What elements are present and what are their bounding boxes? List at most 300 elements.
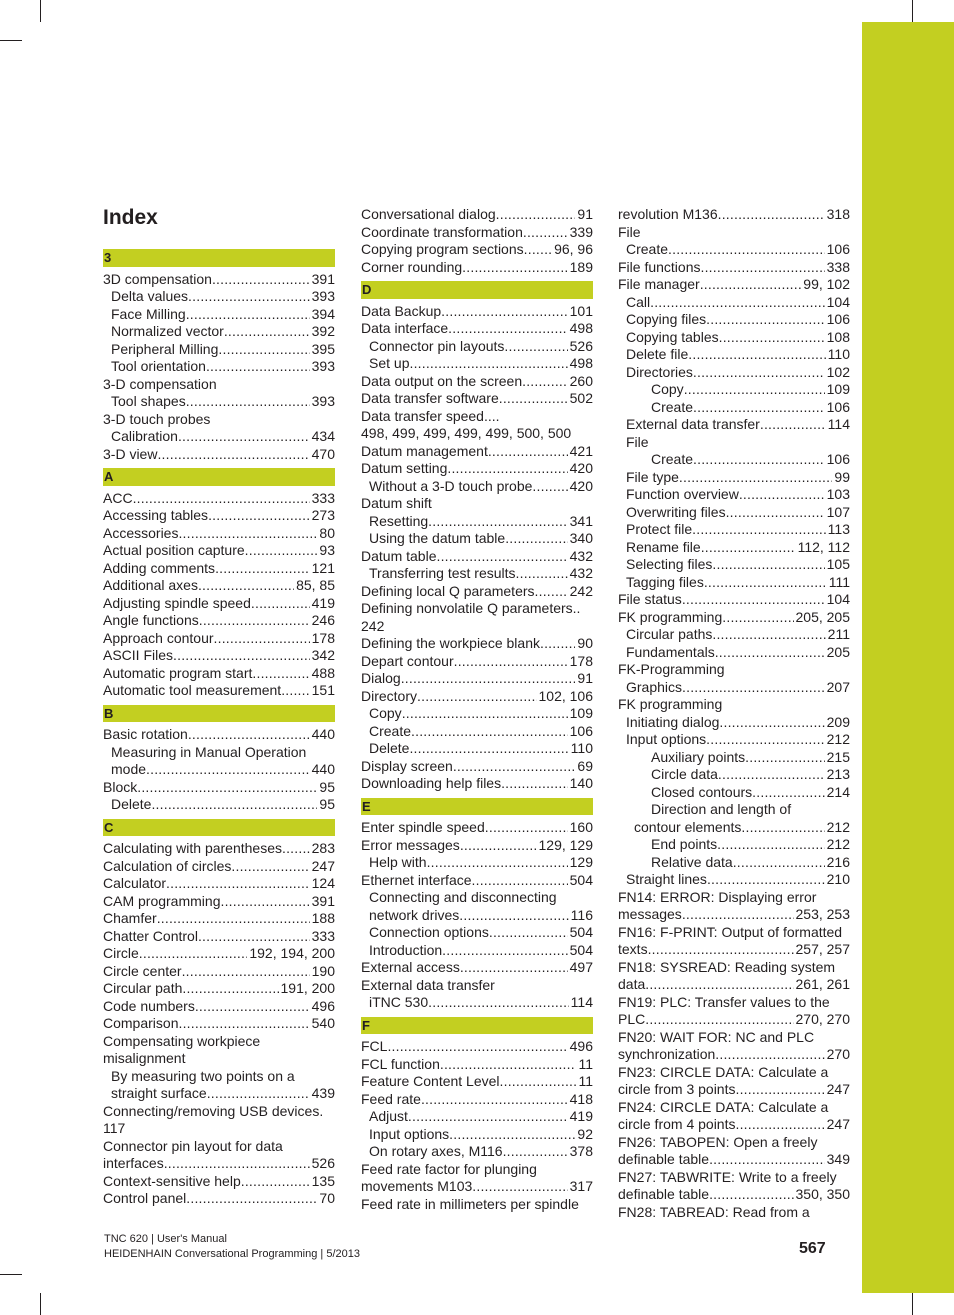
entry-label: Additional axes (103, 577, 198, 593)
index-entry (618, 1099, 850, 1117)
entry-page-ref: 85, 85 (296, 577, 335, 593)
entry-page-ref: 192, 194, 200 (249, 945, 335, 961)
index-entry (103, 507, 335, 525)
dot-leader (206, 358, 310, 376)
entry-page-ref: 420 (569, 477, 593, 494)
index-entry (103, 1085, 335, 1103)
index-entry (618, 679, 850, 697)
entry-label: Defining nonvolatile Q parameters.. (361, 600, 581, 616)
dot-leader (442, 942, 567, 960)
entry-page-ref: 338 (826, 258, 850, 275)
entry-label: Directory (361, 687, 418, 704)
entry-page-ref: 247 (311, 857, 335, 874)
entry-label: Circle data (651, 766, 718, 782)
entry-label: contour elements (634, 818, 742, 835)
index-entry (618, 1046, 850, 1064)
entry-label: Set up (369, 355, 410, 371)
entry-label: Copy (651, 381, 684, 397)
entry-page-ref: 393 (311, 358, 335, 374)
index-entry (618, 924, 850, 942)
index-entry (361, 513, 593, 531)
dot-leader (472, 872, 568, 890)
entry-label: External data transfer (361, 976, 495, 993)
entry-label: Resetting (369, 512, 429, 529)
dot-leader (402, 705, 568, 723)
entry-label: Straight lines (626, 871, 707, 887)
entry-page-ref: 246 (311, 612, 335, 628)
index-entry (618, 661, 850, 679)
entry-page-ref: 395 (311, 340, 335, 357)
entry-label: interfaces (103, 1155, 164, 1171)
entry-label: movements M103 (361, 1178, 473, 1194)
crop-mark (912, 1293, 913, 1315)
entry-label: Circle center (103, 962, 182, 979)
entry-label: Protect file (626, 521, 693, 537)
dot-leader (417, 688, 536, 706)
entry-page-ref: 393 (311, 393, 335, 409)
index-entry (361, 1161, 593, 1179)
index-entry (361, 635, 593, 653)
index-entry (103, 1173, 335, 1191)
dot-leader (188, 288, 310, 306)
entry-label: Adjust (369, 1108, 408, 1124)
entry-label: Chamfer (103, 910, 157, 926)
entry-page-ref: 129 (569, 854, 593, 870)
entry-label: data (618, 976, 646, 992)
entry-page-ref: 261, 261 (795, 976, 850, 992)
dot-leader (688, 346, 825, 364)
index-entry (103, 1155, 335, 1173)
entry-label: FN24: CIRCLE DATA: Calculate a (618, 1098, 829, 1115)
index-entry (361, 478, 593, 496)
entry-page-ref: 135 (311, 1172, 335, 1189)
entry-page-ref: 213 (826, 766, 850, 782)
index-entry (103, 542, 335, 560)
entry-page-ref: 432 (569, 547, 593, 564)
dot-leader (709, 1151, 825, 1169)
dot-leader (693, 364, 825, 382)
index-entry (618, 1169, 850, 1187)
index-entry (103, 630, 335, 648)
dot-leader (648, 941, 794, 959)
index-entry (361, 1196, 593, 1214)
entry-page-ref: 439 (311, 1085, 335, 1101)
entry-page-ref: 95 (319, 796, 335, 812)
dot-leader (540, 635, 575, 653)
dot-leader (504, 338, 567, 356)
entry-label: Measuring in Manual Operation (111, 743, 307, 760)
index-entry (618, 626, 850, 644)
dot-leader (157, 910, 310, 928)
entry-page-ref: 496 (311, 997, 335, 1014)
entry-page-ref: 419 (311, 594, 335, 611)
index-entry (103, 1138, 335, 1156)
dot-leader (178, 525, 317, 543)
index-entry (361, 854, 593, 872)
entry-page-ref: 432 (569, 565, 593, 581)
entry-page-ref: 260 (569, 372, 593, 389)
index-entry (361, 1038, 593, 1056)
entry-page-ref: 104 (826, 293, 850, 310)
entry-page-ref: 114 (570, 994, 593, 1010)
dot-leader (522, 373, 568, 391)
entry-label: 3-D view (103, 445, 158, 462)
entry-page-ref: 498 (569, 320, 593, 336)
index-entry (361, 224, 593, 242)
dot-leader (186, 306, 310, 324)
index-entry (618, 784, 850, 802)
entry-page-ref: 205 (826, 643, 850, 660)
entry-page-ref: 189 (569, 258, 593, 275)
entry-label: Angle functions (103, 612, 199, 628)
index-entry (361, 565, 593, 583)
index-entry (618, 364, 850, 382)
index-entry (103, 525, 335, 543)
entry-label: Block (103, 778, 138, 795)
entry-page-ref: 107 (826, 503, 850, 520)
entry-page-ref: 488 (311, 664, 335, 681)
entry-page-ref: 497 (569, 959, 593, 975)
entry-label: Code numbers (103, 997, 195, 1014)
entry-page-ref: 349 (826, 1151, 850, 1167)
entry-page-ref: 318 (826, 206, 850, 222)
index-entry (361, 837, 593, 855)
dot-leader (157, 446, 309, 464)
entry-label: Tool shapes (111, 393, 186, 409)
index-entry (618, 906, 850, 924)
dot-leader (428, 513, 567, 531)
index-entry (361, 530, 593, 548)
entry-page-ref: 211 (827, 626, 850, 642)
entry-label: straight surface (111, 1085, 207, 1101)
entry-label: Datum shift (361, 495, 432, 511)
entry-label: Copying tables (626, 328, 719, 345)
index-entry (103, 1190, 335, 1208)
entry-label: Copying files (626, 311, 707, 327)
index-entry (361, 303, 593, 321)
dot-leader (428, 994, 569, 1012)
index-entry (361, 408, 593, 426)
entry-page-ref: 333 (311, 489, 335, 506)
index-entry (618, 451, 850, 469)
entry-label: Copy (369, 705, 402, 721)
entry-label: Transferring test results (369, 565, 516, 581)
index-entry (618, 819, 850, 837)
index-entry (618, 731, 850, 749)
entry-label: Datum management (361, 442, 488, 459)
index-entry (361, 959, 593, 977)
entry-label: network drives (369, 906, 460, 923)
dot-leader (251, 595, 310, 613)
dot-leader (679, 469, 833, 487)
index-entry (618, 591, 850, 609)
dot-leader (173, 647, 310, 665)
entry-label: Create (651, 398, 694, 415)
dot-leader (215, 560, 310, 578)
dot-leader (427, 854, 568, 872)
index-entry (103, 560, 335, 578)
index-entry (103, 411, 335, 429)
dot-leader (715, 1046, 824, 1064)
entry-label: 242 (361, 617, 385, 634)
index-entry (618, 381, 850, 399)
dot-leader (252, 665, 309, 683)
entry-label: File manager (618, 276, 700, 292)
entry-page-ref: 419 (569, 1108, 593, 1124)
entry-label: 117 (103, 1120, 126, 1136)
entry-label: Defining the workpiece blank (361, 635, 540, 651)
entry-page-ref: 205, 205 (795, 608, 850, 625)
index-entry (361, 670, 593, 688)
entry-page-ref: 121 (311, 559, 335, 576)
entry-label: circle from 4 points (618, 1116, 736, 1132)
dot-leader (733, 854, 825, 872)
dot-leader (645, 976, 793, 994)
index-entry (361, 390, 593, 408)
entry-page-ref: 102, 106 (538, 687, 593, 704)
dot-leader (726, 504, 825, 522)
dot-leader (706, 731, 824, 749)
dot-leader (408, 1108, 568, 1126)
entry-label: ACC (103, 489, 133, 506)
entry-label: Feature Content Level (361, 1073, 500, 1089)
dot-leader (212, 271, 310, 289)
index-entry (618, 959, 850, 977)
entry-label: Basic rotation (103, 726, 188, 742)
letter-heading: E (361, 798, 593, 816)
index-entry (103, 963, 335, 981)
entry-label: 3D compensation (103, 270, 212, 287)
entry-page-ref: 393 (311, 288, 335, 304)
entry-page-ref: 496 (569, 1038, 593, 1054)
dot-leader (409, 355, 567, 373)
entry-page-ref: 257, 257 (795, 941, 850, 957)
entry-label: Datum table (361, 547, 437, 564)
index-entry (103, 306, 335, 324)
index-entry (103, 875, 335, 893)
entry-label: Directories (626, 363, 693, 380)
entry-page-ref: 129, 129 (538, 836, 593, 853)
index-entry (618, 416, 850, 434)
entry-label: FK programming (618, 608, 723, 625)
index-entry (361, 460, 593, 478)
index-entry (618, 486, 850, 504)
index-entry (361, 688, 593, 706)
entry-page-ref: 212 (826, 818, 850, 835)
index-entry (103, 490, 335, 508)
dot-leader (693, 399, 825, 417)
entry-page-ref: 378 (569, 1143, 593, 1159)
entry-page-ref: 253, 253 (795, 906, 850, 922)
dot-leader (717, 836, 824, 854)
entry-page-ref: 504 (569, 924, 593, 940)
entry-page-ref: 91 (577, 206, 593, 222)
entry-label: Delete (111, 796, 152, 812)
index-entry (618, 294, 850, 312)
entry-page-ref: 140 (569, 775, 593, 791)
entry-page-ref: 160 (569, 819, 593, 835)
entry-label: Connecting and disconnecting (369, 889, 557, 905)
entry-label: mode (111, 761, 147, 777)
entry-page-ref: 215 (826, 748, 850, 765)
entry-label: FN23: CIRCLE DATA: Calculate a (618, 1063, 829, 1080)
index-entry (361, 618, 593, 636)
index-entry (618, 276, 850, 294)
entry-label: Error messages (361, 836, 460, 853)
index-entry (103, 998, 335, 1016)
dot-leader (199, 612, 310, 630)
index-entry (618, 241, 850, 259)
dot-leader (440, 1056, 577, 1074)
dot-leader (739, 486, 825, 504)
entry-page-ref: 504 (569, 941, 593, 958)
entry-label: FCL function (361, 1055, 440, 1072)
entry-label: Function overview (626, 486, 739, 502)
entry-label: Data transfer software (361, 390, 499, 406)
entry-page-ref: 151 (311, 682, 335, 698)
entry-page-ref: 418 (569, 1090, 593, 1107)
entry-page-ref: 70 (319, 1190, 335, 1206)
entry-page-ref: 242 (569, 582, 593, 599)
dot-leader (760, 416, 826, 434)
entry-label: Auxiliary points (651, 748, 746, 765)
index-entry (361, 889, 593, 907)
entry-label: 498, 499, 499, 499, 499, 500, 500 (361, 425, 572, 441)
index-entry (618, 346, 850, 364)
index-entry (618, 994, 850, 1012)
dot-leader (650, 294, 825, 312)
index-entry (361, 600, 593, 618)
dot-leader (195, 998, 310, 1016)
entry-page-ref: 391 (311, 270, 335, 287)
index-entry (361, 1178, 593, 1196)
dot-leader (409, 740, 568, 758)
dot-leader (441, 303, 567, 321)
index-entry (618, 206, 850, 224)
entry-label: Feed rate (361, 1090, 421, 1107)
entry-page-ref: 178 (569, 652, 593, 669)
entry-page-ref: 333 (311, 927, 335, 944)
entry-label: Calculating with parentheses (103, 840, 282, 856)
dot-leader (532, 478, 567, 496)
entry-label: Graphics (626, 678, 683, 695)
dot-leader (645, 1011, 793, 1029)
entry-page-ref: 95 (319, 778, 335, 795)
entry-label: FCL (361, 1038, 388, 1054)
entry-page-ref: 99, 102 (803, 276, 850, 292)
entry-page-ref: 190 (311, 962, 335, 979)
entry-page-ref: 105 (826, 556, 850, 572)
index-entry (361, 775, 593, 793)
index-entry (361, 924, 593, 942)
entry-label: FN28: TABREAD: Read from a (618, 1203, 810, 1220)
entry-label: Peripheral Milling (111, 340, 219, 357)
entry-label: Display screen (361, 757, 453, 774)
dot-leader (462, 259, 567, 277)
entry-page-ref: 80 (319, 524, 335, 541)
entry-label: FN19: PLC: Transfer values to the (618, 993, 830, 1010)
crop-mark (0, 1274, 22, 1275)
entry-page-ref: 440 (311, 726, 335, 742)
entry-page-ref: 434 (311, 428, 335, 444)
entry-page-ref: 212 (826, 836, 850, 852)
entry-label: Data output on the screen (361, 372, 523, 389)
index-entry (361, 994, 593, 1012)
entry-label: Delete (369, 740, 410, 756)
index-entry (103, 910, 335, 928)
index-entry (618, 1151, 850, 1169)
dot-leader (218, 341, 309, 359)
entry-label: Calculation of circles (103, 857, 232, 874)
entry-label: Conversational dialog (361, 206, 496, 222)
dot-leader (735, 1081, 824, 1099)
dot-leader (700, 259, 824, 277)
entry-label: Depart contour (361, 652, 454, 669)
index-entry (361, 1108, 593, 1126)
index-entry (618, 399, 850, 417)
entry-page-ref: 109 (826, 381, 850, 397)
dot-leader (682, 906, 794, 924)
index-entry (103, 1120, 335, 1138)
dot-leader (718, 206, 825, 224)
entry-label: Automatic tool measurement (103, 682, 282, 698)
entry-page-ref: 110 (827, 346, 850, 362)
index-entry (618, 521, 850, 539)
entry-label: Tagging files (626, 573, 704, 590)
index-entry (618, 854, 850, 872)
entry-label: Circle (103, 945, 139, 961)
entry-label: texts (618, 941, 648, 957)
entry-label: FN18: SYSREAD: Reading system (618, 958, 836, 975)
entry-page-ref: 104 (826, 591, 850, 607)
dot-leader (208, 507, 310, 525)
entry-page-ref: 11 (578, 1055, 593, 1072)
index-entry (103, 1050, 335, 1068)
index-entry (618, 749, 850, 767)
dot-leader (523, 224, 568, 242)
entry-label: Connecting/removing USB devices. (103, 1102, 324, 1119)
index-entry (103, 376, 335, 394)
dot-leader (182, 963, 310, 981)
entry-label: Delta values (111, 288, 189, 304)
index-entry (103, 323, 335, 341)
entry-label: FK-Programming (618, 661, 725, 677)
entry-label: Approach contour (103, 629, 214, 646)
entry-page-ref: 106 (826, 241, 850, 257)
entry-label: FK programming (618, 696, 723, 712)
dot-leader (459, 907, 568, 925)
dot-leader (735, 1116, 824, 1134)
entry-label: Calibration (111, 428, 178, 444)
entry-page-ref: 91 (577, 670, 593, 686)
entry-page-ref: 392 (311, 323, 335, 339)
letter-heading: C (103, 819, 335, 837)
dot-leader (198, 928, 310, 946)
index-entry (361, 872, 593, 890)
entry-label: Automatic program start (103, 664, 253, 681)
index-entry (618, 539, 850, 557)
index-entry (618, 224, 850, 242)
entry-page-ref: 498 (569, 355, 593, 371)
entry-page-ref: 283 (311, 840, 335, 856)
dot-leader (188, 726, 310, 744)
index-entry (361, 443, 593, 461)
index-entry (103, 358, 335, 376)
index-entry (618, 836, 850, 854)
dot-leader (182, 980, 278, 998)
index-entry (618, 889, 850, 907)
index-entry (618, 941, 850, 959)
